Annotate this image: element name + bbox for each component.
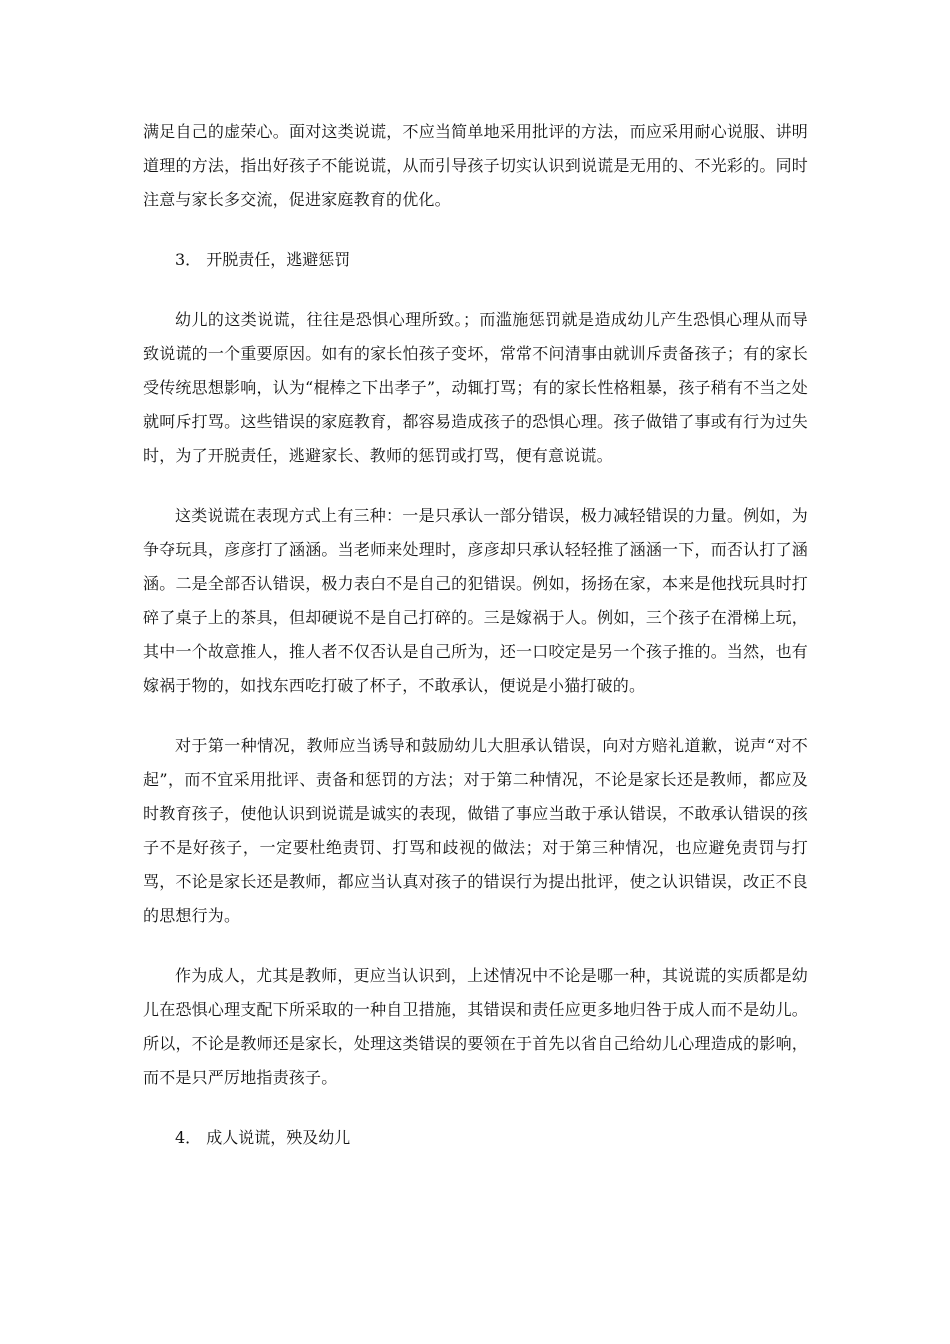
paragraph: 这类说谎在表现方式上有三种：一是只承认一部分错误，极力减轻错误的力量。例如，为争夺玩具，彦彦打了涵涵。当老师来处理时，彦彦却只承认轻轻推了涵涵一下，而否认打了涵涵。二是全部否认错误，极力表白不是自己的犯错误。例如，扬扬在家，本来是他找玩具时打碎了桌子上的茶具，但却硬说不是自己打碎的。三是嫁祸于人。例如，三个孩子在滑梯上玩，其中一个故意推人，推人者不仅否认是自己所为，还一口咬定是另一个孩子推的。当然，也有嫁祸于物的，如找东西吃打破了杯子，不敢承认，便说是小猫打破的。 — [143, 506, 808, 695]
paragraph: 对于第一种情况，教师应当诱导和鼓励幼儿大胆承认错误，向对方赔礼道歉，说声“对不起”，而不宜采用批评、责备和惩罚的方法；对于第二种情况，不论是家长还是教师，都应及时教育孩子，使他认识到说谎是诚实的表现，做错了事应当敢于承认错误，不敢承认错误的孩子不是好孩子，一定要杜绝责罚、打骂和歧视的做法；对于第三种情况，也应避免责罚与打骂，不论是家长还是教师，都应当认真对孩子的错误行为提出批评，使之认识错误，改正不良的思想行为。 — [143, 736, 808, 925]
document-page — [143, 115, 808, 1181]
section-heading: 3． 开脱责任，逃避惩罚 — [175, 250, 351, 269]
paragraph: 作为成人，尤其是教师，更应当认识到，上述情况中不论是哪一种，其说谎的实质都是幼儿在恐惧心理支配下所采取的一种自卫措施，其错误和责任应更多地归咎于成人而不是幼儿。所以，不论是教师还是家长，处理这类错误的要领在于首先以省自己给幼儿心理造成的影响，而不是只严厉地指责孩子。 — [143, 966, 808, 1087]
paragraph: 幼儿的这类说谎，往往是恐惧心理所致。；而滥施惩罚就是造成幼儿产生恐惧心理从而导致说谎的一个重要原因。如有的家长怕孩子变坏，常常不问清事由就训斥责备孩子；有的家长受传统思想影响，认为“棍棒之下出孝子”，动辄打骂；有的家长性格粗暴，孩子稍有不当之处就呵斥打骂。这些错误的家庭教育，都容易造成孩子的恐惧心理。孩子做错了事或有行为过失时，为了开脱责任，逃避家长、教师的惩罚或打骂，便有意说谎。 — [143, 310, 808, 465]
paragraph: 满足自己的虚荣心。面对这类说谎，不应当简单地采用批评的方法，而应采用耐心说服、讲明道理的方法，指出好孩子不能说谎，从而引导孩子切实认识到说谎是无用的、不光彩的。同时注意与家长多交流，促进家庭教育的优化。 — [143, 122, 808, 209]
section-heading: 4． 成人说谎，殃及幼儿 — [175, 1128, 351, 1147]
